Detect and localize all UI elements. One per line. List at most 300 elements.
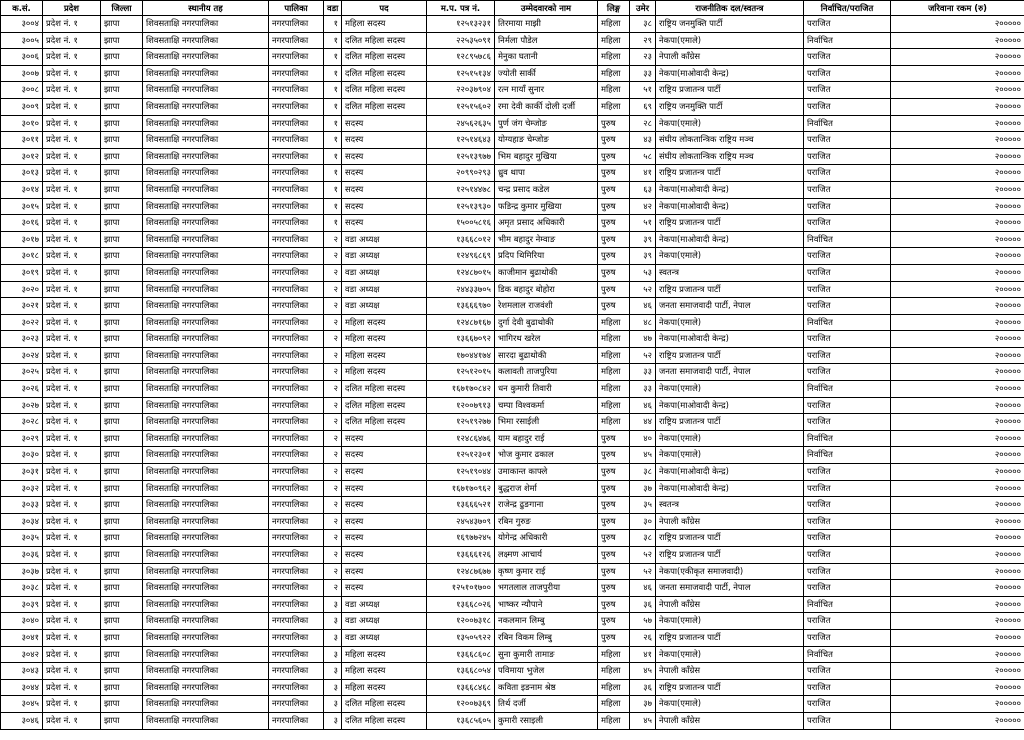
cell-district: झापा xyxy=(101,629,143,646)
cell-party: नेपाली काँग्रेस xyxy=(656,663,804,680)
cell-candidate-name: तिर्थ दर्जी xyxy=(495,696,598,713)
table-row xyxy=(1,264,1024,281)
cell-ballot-number: १२००७३१८ xyxy=(427,613,495,630)
table-row xyxy=(1,65,1024,82)
cell-local-level: शिवसताक्षि नगरपालिका xyxy=(143,397,269,414)
table-row xyxy=(1,414,1024,431)
cell-municipality: नगरपालिका xyxy=(269,563,324,580)
cell-ward: ३ xyxy=(324,679,342,696)
cell-party: राष्ट्रिय प्रजातन्त्र पार्टी xyxy=(656,347,804,364)
cell-age: ३३ xyxy=(630,65,656,82)
cell-local-level: शिवसताक्षि नगरपालिका xyxy=(143,248,269,265)
cell-party: नेकपा(एमाले) xyxy=(656,447,804,464)
cell-result: पराजित xyxy=(804,513,891,530)
cell-local-level: शिवसताक्षि नगरपालिका xyxy=(143,198,269,215)
cell-fine-amount: २००००० xyxy=(891,447,1024,464)
cell-gender: महिला xyxy=(598,347,630,364)
cell-municipality: नगरपालिका xyxy=(269,16,324,33)
cell-ward: २ xyxy=(324,547,342,564)
cell-post: वडा अध्यक्ष xyxy=(342,281,427,298)
cell-serial: ३०४२ xyxy=(1,646,43,663)
cell-province: प्रदेश नं. १ xyxy=(43,513,101,530)
cell-result: पराजित xyxy=(804,347,891,364)
cell-candidate-name: भिम बहादुर मुखिया xyxy=(495,148,598,165)
cell-fine-amount: २००००० xyxy=(891,148,1024,165)
cell-ward: १ xyxy=(324,148,342,165)
cell-serial: ३००६ xyxy=(1,49,43,66)
cell-ward: २ xyxy=(324,281,342,298)
cell-ballot-number: २२०३७९०४ xyxy=(427,82,495,99)
cell-municipality: नगरपालिका xyxy=(269,281,324,298)
cell-district: झापा xyxy=(101,663,143,680)
cell-candidate-name: नकलमान लिम्बु xyxy=(495,613,598,630)
cell-party: राष्ट्रिय प्रजातन्त्र पार्टी xyxy=(656,547,804,564)
cell-post: सदस्य xyxy=(342,132,427,149)
cell-province: प्रदेश नं. १ xyxy=(43,115,101,132)
cell-post: दलित महिला सदस्य xyxy=(342,49,427,66)
cell-province: प्रदेश नं. १ xyxy=(43,314,101,331)
cell-candidate-name: अमृत प्रसाद अधिकारी xyxy=(495,215,598,232)
cell-age: ४८ xyxy=(630,314,656,331)
cell-province: प्रदेश नं. १ xyxy=(43,397,101,414)
cell-candidate-name: मेनुका घतानी xyxy=(495,49,598,66)
cell-ballot-number: १२५१४४७८ xyxy=(427,181,495,198)
cell-district: झापा xyxy=(101,82,143,99)
cell-party: नेकपा(माओवादी केन्द्र) xyxy=(656,464,804,481)
cell-age: २३ xyxy=(630,49,656,66)
cell-party: नेकपा(एमाले) xyxy=(656,613,804,630)
cell-ward: २ xyxy=(324,530,342,547)
cell-district: झापा xyxy=(101,248,143,265)
cell-gender: महिला xyxy=(598,314,630,331)
cell-municipality: नगरपालिका xyxy=(269,231,324,248)
cell-local-level: शिवसताक्षि नगरपालिका xyxy=(143,165,269,182)
table-row xyxy=(1,181,1024,198)
cell-result: पराजित xyxy=(804,414,891,431)
cell-serial: ३०१० xyxy=(1,115,43,132)
cell-age: २९ xyxy=(630,32,656,49)
cell-candidate-name: भगतलाल ताजपुरीया xyxy=(495,580,598,597)
cell-local-level: शिवसताक्षि नगरपालिका xyxy=(143,16,269,33)
cell-ballot-number: २४४३३७०५ xyxy=(427,281,495,298)
cell-province: प्रदेश नं. १ xyxy=(43,480,101,497)
cell-serial: ३०२४ xyxy=(1,347,43,364)
cell-province: प्रदेश नं. १ xyxy=(43,563,101,580)
cell-fine-amount: २००००० xyxy=(891,364,1024,381)
cell-municipality: नगरपालिका xyxy=(269,497,324,514)
cell-ballot-number: १६७१७०८४२ xyxy=(427,381,495,398)
cell-local-level: शिवसताक्षि नगरपालिका xyxy=(143,347,269,364)
cell-serial: ३०१८ xyxy=(1,248,43,265)
cell-province: प्रदेश नं. १ xyxy=(43,497,101,514)
cell-candidate-name: तिरमाया माझी xyxy=(495,16,598,33)
cell-ballot-number: १२५१३२३१ xyxy=(427,16,495,33)
cell-district: झापा xyxy=(101,298,143,315)
cell-serial: ३०१४ xyxy=(1,181,43,198)
cell-post: दलित महिला सदस्य xyxy=(342,414,427,431)
cell-municipality: नगरपालिका xyxy=(269,181,324,198)
cell-province: प्रदेश नं. १ xyxy=(43,32,101,49)
cell-candidate-name: कविता इङनाम श्रेष्ठ xyxy=(495,679,598,696)
cell-party: राष्ट्रिय प्रजातन्त्र पार्टी xyxy=(656,215,804,232)
cell-district: झापा xyxy=(101,580,143,597)
cell-party: नेकपा(माओवादी केन्द्र) xyxy=(656,181,804,198)
cell-municipality: नगरपालिका xyxy=(269,513,324,530)
cell-party: राष्ट्रिय प्रजातन्त्र पार्टी xyxy=(656,82,804,99)
cell-gender: महिला xyxy=(598,696,630,713)
cell-age: ४५ xyxy=(630,712,656,729)
cell-serial: ३०१२ xyxy=(1,148,43,165)
cell-post: सदस्य xyxy=(342,115,427,132)
cell-age: ४७ xyxy=(630,331,656,348)
cell-fine-amount: २००००० xyxy=(891,679,1024,696)
cell-municipality: नगरपालिका xyxy=(269,198,324,215)
cell-candidate-name: सारदा बुढाथोकी xyxy=(495,347,598,364)
cell-ballot-number: २४५४३७०९ xyxy=(427,513,495,530)
table-row xyxy=(1,530,1024,547)
cell-gender: पुरुष xyxy=(598,497,630,514)
cell-ward: २ xyxy=(324,248,342,265)
cell-candidate-name: दुर्गा देवी बुढाथोकी xyxy=(495,314,598,331)
cell-district: झापा xyxy=(101,464,143,481)
cell-candidate-name: पविमाया भुजेल xyxy=(495,663,598,680)
cell-post: सदस्य xyxy=(342,513,427,530)
cell-district: झापा xyxy=(101,215,143,232)
cell-province: प्रदेश नं. १ xyxy=(43,281,101,298)
cell-age: ४४ xyxy=(630,414,656,431)
cell-gender: महिला xyxy=(598,397,630,414)
cell-local-level: शिवसताक्षि नगरपालिका xyxy=(143,513,269,530)
cell-district: झापा xyxy=(101,347,143,364)
cell-municipality: नगरपालिका xyxy=(269,530,324,547)
cell-district: झापा xyxy=(101,231,143,248)
cell-fine-amount: २००००० xyxy=(891,331,1024,348)
header-province: प्रदेश xyxy=(43,1,101,16)
cell-serial: ३००४ xyxy=(1,16,43,33)
cell-province: प्रदेश नं. १ xyxy=(43,381,101,398)
cell-district: झापा xyxy=(101,547,143,564)
cell-ballot-number: १२००७३६९ xyxy=(427,696,495,713)
cell-ward: १ xyxy=(324,49,342,66)
cell-post: दलित महिला सदस्य xyxy=(342,696,427,713)
cell-candidate-name: प्रदिप थिमिरिया xyxy=(495,248,598,265)
cell-fine-amount: २००००० xyxy=(891,98,1024,115)
cell-result: निर्वाचित xyxy=(804,115,891,132)
cell-district: झापा xyxy=(101,381,143,398)
cell-serial: ३०३३ xyxy=(1,497,43,514)
cell-ballot-number: १३६६८०५४ xyxy=(427,663,495,680)
cell-province: प्रदेश नं. १ xyxy=(43,712,101,729)
cell-result: निर्वाचित xyxy=(804,646,891,663)
cell-candidate-name: धन कुमारी तिवारी xyxy=(495,381,598,398)
cell-party: नेकपा(एकीकृत समाजवादी) xyxy=(656,563,804,580)
cell-age: ५७ xyxy=(630,613,656,630)
cell-ballot-number: १२५१२३०१ xyxy=(427,447,495,464)
cell-province: प्रदेश नं. १ xyxy=(43,331,101,348)
cell-post: सदस्य xyxy=(342,198,427,215)
cell-local-level: शिवसताक्षि नगरपालिका xyxy=(143,381,269,398)
cell-age: ५८ xyxy=(630,148,656,165)
cell-result: पराजित xyxy=(804,547,891,564)
cell-candidate-name: चम्पा विश्वकर्मा xyxy=(495,397,598,414)
cell-district: झापा xyxy=(101,165,143,182)
cell-serial: ३०३५ xyxy=(1,530,43,547)
cell-age: ३३ xyxy=(630,364,656,381)
cell-fine-amount: २००००० xyxy=(891,397,1024,414)
table-row xyxy=(1,563,1024,580)
cell-candidate-name: चन्द्र प्रसाद कडेल xyxy=(495,181,598,198)
cell-serial: ३०४१ xyxy=(1,629,43,646)
table-row xyxy=(1,580,1024,597)
cell-local-level: शिवसताक्षि नगरपालिका xyxy=(143,679,269,696)
cell-result: पराजित xyxy=(804,181,891,198)
table-row xyxy=(1,596,1024,613)
cell-party: राष्ट्रिय प्रजातन्त्र पार्टी xyxy=(656,629,804,646)
cell-candidate-name: भागिरथ खरेल xyxy=(495,331,598,348)
cell-ballot-number: १५००५८१६ xyxy=(427,215,495,232)
cell-age: ३६ xyxy=(630,596,656,613)
cell-serial: ३०३७ xyxy=(1,563,43,580)
cell-serial: ३०२१ xyxy=(1,298,43,315)
cell-ballot-number: १३६६८०२६ xyxy=(427,596,495,613)
cell-party: नेकपा(माओवादी केन्द्र) xyxy=(656,65,804,82)
cell-ward: २ xyxy=(324,331,342,348)
cell-candidate-name: रबिन विकम लिम्बु xyxy=(495,629,598,646)
cell-ward: १ xyxy=(324,165,342,182)
cell-municipality: नगरपालिका xyxy=(269,663,324,680)
cell-serial: ३०४३ xyxy=(1,663,43,680)
cell-serial: ३०३८ xyxy=(1,580,43,597)
cell-district: झापा xyxy=(101,497,143,514)
table-row xyxy=(1,497,1024,514)
cell-district: झापा xyxy=(101,646,143,663)
cell-local-level: शिवसताक्षि नगरपालिका xyxy=(143,547,269,564)
cell-local-level: शिवसताक्षि नगरपालिका xyxy=(143,696,269,713)
cell-candidate-name: कुमारी रसाइली xyxy=(495,712,598,729)
cell-result: निर्वाचित xyxy=(804,447,891,464)
cell-municipality: नगरपालिका xyxy=(269,613,324,630)
cell-candidate-name: उमाकान्त काफ्ले xyxy=(495,464,598,481)
cell-candidate-name: भाष्कर न्यौपाने xyxy=(495,596,598,613)
cell-ward: ३ xyxy=(324,663,342,680)
table-row xyxy=(1,82,1024,99)
cell-local-level: शिवसताक्षि नगरपालिका xyxy=(143,580,269,597)
cell-municipality: नगरपालिका xyxy=(269,215,324,232)
table-row xyxy=(1,281,1024,298)
cell-municipality: नगरपालिका xyxy=(269,547,324,564)
cell-local-level: शिवसताक्षि नगरपालिका xyxy=(143,215,269,232)
cell-local-level: शिवसताक्षि नगरपालिका xyxy=(143,447,269,464)
cell-local-level: शिवसताक्षि नगरपालिका xyxy=(143,314,269,331)
cell-party: राष्ट्रिय प्रजातन्त्र पार्टी xyxy=(656,679,804,696)
header-age: उमेर xyxy=(630,1,656,16)
cell-ballot-number: १२००७९१३ xyxy=(427,397,495,414)
cell-party: नेपाली काँग्रेस xyxy=(656,49,804,66)
table-row xyxy=(1,430,1024,447)
cell-post: सदस्य xyxy=(342,547,427,564)
cell-ballot-number: २२५३५०९१ xyxy=(427,32,495,49)
cell-local-level: शिवसताक्षि नगरपालिका xyxy=(143,298,269,315)
cell-province: प्रदेश नं. १ xyxy=(43,231,101,248)
cell-gender: महिला xyxy=(598,32,630,49)
cell-serial: ३००८ xyxy=(1,82,43,99)
cell-ballot-number: १२५१०१७०० xyxy=(427,580,495,597)
cell-gender: पुरुष xyxy=(598,613,630,630)
header-post: पद xyxy=(342,1,427,16)
cell-municipality: नगरपालिका xyxy=(269,364,324,381)
cell-province: प्रदेश नं. १ xyxy=(43,414,101,431)
cell-result: निर्वाचित xyxy=(804,231,891,248)
cell-ward: २ xyxy=(324,381,342,398)
cell-municipality: नगरपालिका xyxy=(269,712,324,729)
cell-gender: पुरुष xyxy=(598,563,630,580)
cell-municipality: नगरपालिका xyxy=(269,98,324,115)
cell-ward: १ xyxy=(324,198,342,215)
cell-party: नेकपा(एमाले) xyxy=(656,696,804,713)
cell-post: दलित महिला सदस्य xyxy=(342,397,427,414)
cell-post: वडा अध्यक्ष xyxy=(342,231,427,248)
cell-province: प्रदेश नं. १ xyxy=(43,215,101,232)
cell-province: प्रदेश नं. १ xyxy=(43,696,101,713)
cell-district: झापा xyxy=(101,198,143,215)
cell-ballot-number: १३६६८४६८ xyxy=(427,679,495,696)
cell-party: नेकपा(माओवादी केन्द्र) xyxy=(656,231,804,248)
cell-candidate-name: रबिन गुरुङ xyxy=(495,513,598,530)
table-row xyxy=(1,298,1024,315)
table-row xyxy=(1,646,1024,663)
cell-age: ५२ xyxy=(630,563,656,580)
cell-result: पराजित xyxy=(804,148,891,165)
cell-municipality: नगरपालिका xyxy=(269,414,324,431)
cell-result: पराजित xyxy=(804,298,891,315)
cell-age: २८ xyxy=(630,115,656,132)
cell-candidate-name: रत्न मायाँ सुनार xyxy=(495,82,598,99)
cell-party: नेकपा(एमाले) xyxy=(656,314,804,331)
table-row xyxy=(1,198,1024,215)
cell-post: सदस्य xyxy=(342,447,427,464)
cell-municipality: नगरपालिका xyxy=(269,596,324,613)
header-ward: वडा xyxy=(324,1,342,16)
cell-municipality: नगरपालिका xyxy=(269,397,324,414)
cell-age: ४३ xyxy=(630,132,656,149)
table-row xyxy=(1,547,1024,564)
cell-district: झापा xyxy=(101,596,143,613)
cell-fine-amount: २००००० xyxy=(891,414,1024,431)
cell-province: प्रदेश नं. १ xyxy=(43,165,101,182)
cell-result: निर्वाचित xyxy=(804,381,891,398)
cell-ward: २ xyxy=(324,231,342,248)
cell-ward: १ xyxy=(324,181,342,198)
cell-province: प्रदेश नं. १ xyxy=(43,679,101,696)
cell-age: ४६ xyxy=(630,298,656,315)
cell-gender: महिला xyxy=(598,364,630,381)
cell-local-level: शिवसताक्षि नगरपालिका xyxy=(143,49,269,66)
cell-serial: ३००७ xyxy=(1,65,43,82)
table-row xyxy=(1,513,1024,530)
header-row xyxy=(1,1,1024,16)
cell-fine-amount: २००००० xyxy=(891,381,1024,398)
cell-age: २६ xyxy=(630,629,656,646)
cell-result: पराजित xyxy=(804,82,891,99)
cell-ballot-number: १३६६६१२६ xyxy=(427,547,495,564)
header-party: राजनीतिक दल/स्वतन्त्र xyxy=(656,1,804,16)
cell-post: सदस्य xyxy=(342,148,427,165)
cell-post: सदस्य xyxy=(342,580,427,597)
cell-fine-amount: २००००० xyxy=(891,580,1024,597)
cell-fine-amount: २००००० xyxy=(891,264,1024,281)
cell-serial: ३०१७ xyxy=(1,231,43,248)
cell-ballot-number: १२४८७०१५ xyxy=(427,264,495,281)
cell-province: प्रदेश नं. १ xyxy=(43,364,101,381)
table-row xyxy=(1,663,1024,680)
cell-gender: महिला xyxy=(598,98,630,115)
cell-age: ३९ xyxy=(630,248,656,265)
cell-serial: ३०१९ xyxy=(1,264,43,281)
cell-gender: पुरुष xyxy=(598,464,630,481)
cell-post: सदस्य xyxy=(342,464,427,481)
cell-local-level: शिवसताक्षि नगरपालिका xyxy=(143,231,269,248)
cell-gender: पुरुष xyxy=(598,447,630,464)
cell-ward: ३ xyxy=(324,629,342,646)
cell-local-level: शिवसताक्षि नगरपालिका xyxy=(143,464,269,481)
cell-local-level: शिवसताक्षि नगरपालिका xyxy=(143,32,269,49)
cell-serial: ३०१५ xyxy=(1,198,43,215)
cell-local-level: शिवसताक्षि नगरपालिका xyxy=(143,563,269,580)
cell-party: राष्ट्रिय प्रजातन्त्र पार्टी xyxy=(656,165,804,182)
cell-post: महिला सदस्य xyxy=(342,663,427,680)
cell-candidate-name: पुर्ण जंग चेम्जोङ xyxy=(495,115,598,132)
cell-result: पराजित xyxy=(804,712,891,729)
cell-province: प्रदेश नं. १ xyxy=(43,464,101,481)
cell-serial: ३०२२ xyxy=(1,314,43,331)
cell-fine-amount: २००००० xyxy=(891,298,1024,315)
cell-serial: ३०२५ xyxy=(1,364,43,381)
cell-ward: २ xyxy=(324,397,342,414)
table-row xyxy=(1,115,1024,132)
cell-age: ४५ xyxy=(630,663,656,680)
cell-result: पराजित xyxy=(804,98,891,115)
cell-gender: पुरुष xyxy=(598,231,630,248)
cell-ballot-number: १३६६८६०८ xyxy=(427,646,495,663)
cell-age: ५२ xyxy=(630,347,656,364)
cell-municipality: नगरपालिका xyxy=(269,447,324,464)
cell-district: झापा xyxy=(101,132,143,149)
cell-ward: २ xyxy=(324,464,342,481)
cell-serial: ३०३२ xyxy=(1,480,43,497)
cell-ballot-number: १२५१३९७७ xyxy=(427,148,495,165)
cell-age: ३० xyxy=(630,513,656,530)
cell-gender: पुरुष xyxy=(598,596,630,613)
cell-gender: महिला xyxy=(598,65,630,82)
table-row xyxy=(1,231,1024,248)
cell-local-level: शिवसताक्षि नगरपालिका xyxy=(143,430,269,447)
cell-result: पराजित xyxy=(804,16,891,33)
table-row xyxy=(1,381,1024,398)
cell-ward: २ xyxy=(324,580,342,597)
cell-ward: २ xyxy=(324,364,342,381)
cell-result: पराजित xyxy=(804,215,891,232)
cell-fine-amount: २००००० xyxy=(891,132,1024,149)
cell-fine-amount: २००००० xyxy=(891,347,1024,364)
cell-municipality: नगरपालिका xyxy=(269,115,324,132)
table-row xyxy=(1,347,1024,364)
cell-municipality: नगरपालिका xyxy=(269,65,324,82)
cell-fine-amount: २००००० xyxy=(891,198,1024,215)
cell-age: ४१ xyxy=(630,165,656,182)
cell-candidate-name: ज्योती सार्की xyxy=(495,65,598,82)
cell-gender: पुरुष xyxy=(598,198,630,215)
cell-candidate-name: ध्रुव थापा xyxy=(495,165,598,182)
